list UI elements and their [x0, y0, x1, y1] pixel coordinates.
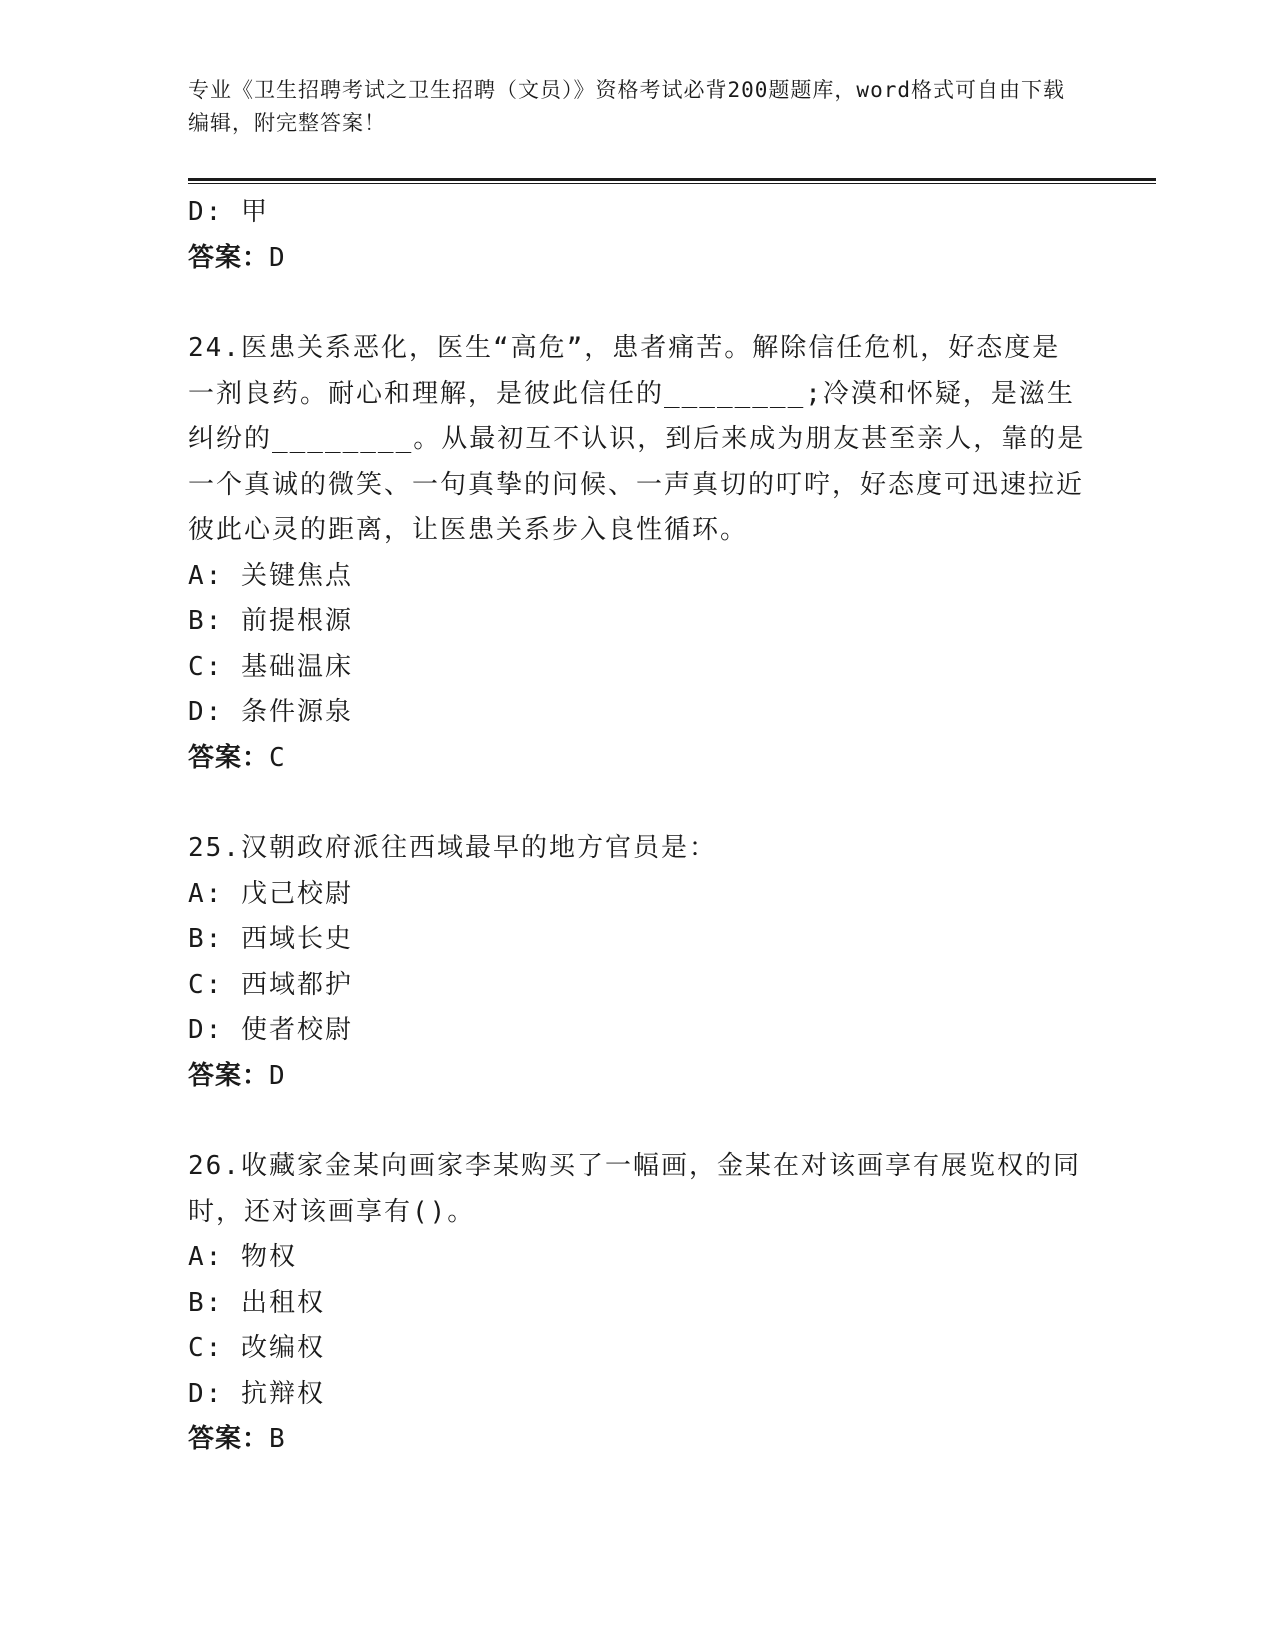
option-d: D: 使者校尉: [188, 1015, 353, 1045]
option-a: A: 物权: [188, 1242, 297, 1272]
answer-line: [188, 1417, 1088, 1463]
page-header: 专业《卫生招聘考试之卫生招聘（文员）》资格考试必背200题题库，word格式可自由下载编辑，附完整答案！: [188, 78, 1065, 135]
question-stem: 25.汉朝政府派往西域最早的地方官员是：: [188, 833, 717, 863]
question-stem: 26.收藏家金某向画家李某购买了一幅画，金某在对该画享有展览权的同时，还对该画享有()。: [188, 1151, 1081, 1227]
option-d: D: 抗辩权: [188, 1378, 325, 1409]
option-b: B: 西域长史: [188, 924, 353, 954]
header-divider: [188, 178, 1156, 184]
question-24: [188, 326, 1088, 781]
answer-value: D: [269, 242, 286, 273]
question-25: [188, 826, 1088, 1099]
option-b: B: 出租权: [188, 1287, 325, 1318]
answer-value: C: [269, 742, 286, 773]
answer-value: D: [269, 1060, 286, 1091]
answer-line: [188, 236, 1088, 282]
option-d: D: 条件源泉: [188, 697, 353, 727]
document-body: [188, 190, 1088, 1463]
answer-value: B: [269, 1424, 286, 1454]
option-c: C: 改编权: [188, 1333, 325, 1363]
answer-label: 答案：: [188, 242, 270, 273]
answer-label: 答案：: [188, 1060, 270, 1091]
option-b: B: 前提根源: [188, 606, 353, 636]
answer-label: 答案：: [188, 1424, 270, 1454]
question-stem: 24.医患关系恶化，医生“高危”，患者痛苦。解除信任危机，好态度是一剂良药。耐心和理解，是彼此信任的________;冷漠和怀疑，是滋生纠纷的________。从最初互不认识，到后来成为朋友甚至亲人，靠的是一个真诚的微笑、一句真挚的问候、一声真切的叮咛，好态度可迅速拉近彼此心灵的距离，让医患关系步入良性循环。: [188, 333, 1086, 545]
option-a: A: 关键焦点: [188, 560, 353, 591]
question-26: [188, 1144, 1088, 1463]
option-c: C: 西域都护: [188, 969, 353, 1000]
option-d: D: 甲: [188, 197, 269, 227]
answer-line: [188, 736, 1088, 782]
answer-label: 答案：: [188, 742, 270, 773]
option-c: C: 基础温床: [188, 651, 353, 682]
answer-line: [188, 1054, 1088, 1100]
option-a: A: 戊己校尉: [188, 878, 353, 909]
